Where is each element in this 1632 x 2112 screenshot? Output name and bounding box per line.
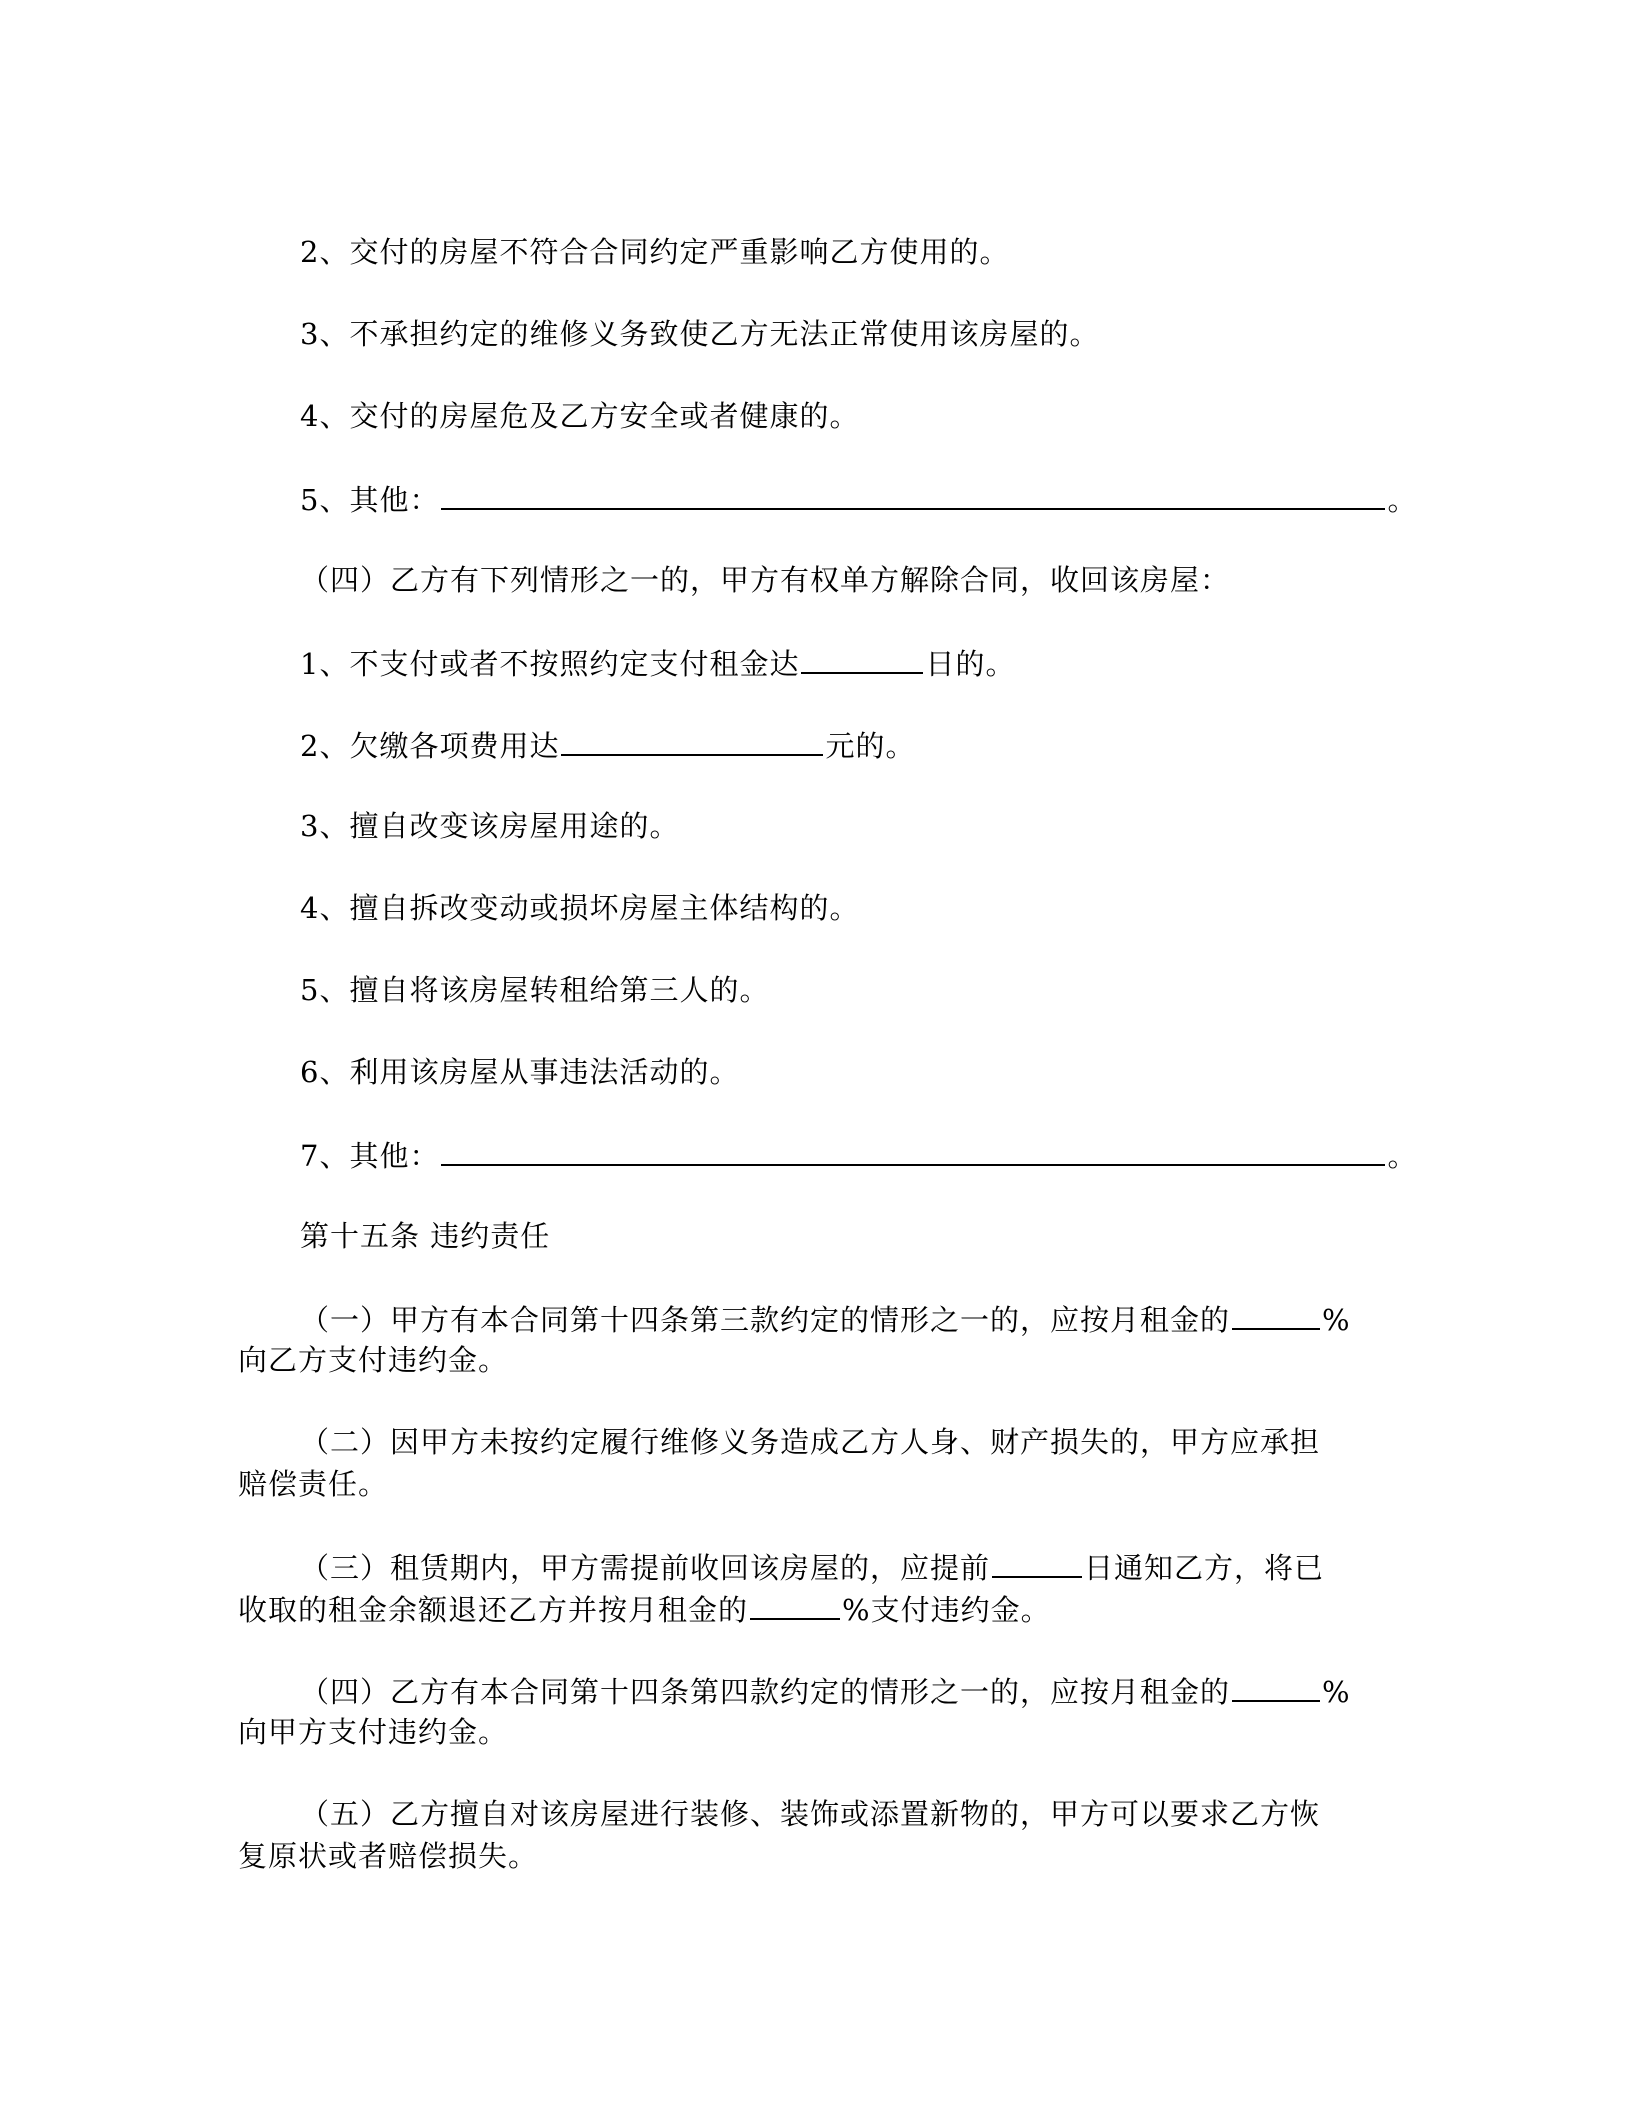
text: （四）乙方有本合同第十四条第四款约定的情形之一的，应按月租金的 [300, 1675, 1231, 1709]
clause-4-text [300, 396, 859, 436]
fill-blank [441, 478, 1385, 510]
penalty-1-line1 [300, 1298, 1351, 1340]
text: 元的。 [825, 729, 916, 763]
fill-blank [561, 724, 823, 756]
text: 2、交付的房屋不符合合同约定严重影响乙方使用的。 [300, 235, 1010, 269]
clause-3-text [300, 314, 1099, 354]
text: （四）乙方有下列情形之一的，甲方有权单方解除合同，收回该房屋： [300, 563, 1231, 597]
text: 日通知乙方，将已 [1084, 1551, 1325, 1585]
text: % [1322, 1675, 1351, 1709]
fill-blank [1232, 1298, 1320, 1330]
text: %支付违约金。 [842, 1593, 1051, 1627]
text: 。 [1387, 483, 1418, 517]
article-15-heading [300, 1216, 550, 1256]
penalty-4-line1 [300, 1670, 1351, 1712]
section-4-heading [300, 560, 1230, 600]
text: （三）租赁期内，甲方需提前收回该房屋的，应提前 [300, 1551, 991, 1585]
text: 复原状或者赔偿损失。 [238, 1839, 539, 1873]
text: % [1322, 1303, 1351, 1337]
fill-blank [1232, 1670, 1320, 1702]
item-7-other [300, 1134, 1417, 1176]
text: 第十五条 违约责任 [300, 1219, 551, 1253]
text: 1、不支付或者不按照约定支付租金达 [300, 647, 800, 681]
text: 3、擅自改变该房屋用途的。 [300, 809, 680, 843]
penalty-5-line1 [300, 1794, 1320, 1834]
text: （一）甲方有本合同第十四条第三款约定的情形之一的，应按月租金的 [300, 1303, 1231, 1337]
text: （二）因甲方未按约定履行维修义务造成乙方人身、财产损失的，甲方应承担 [300, 1425, 1321, 1459]
text: 6、利用该房屋从事违法活动的。 [300, 1055, 740, 1089]
clause-2-text [300, 232, 1009, 272]
clause-5-other [300, 478, 1417, 520]
item-3-text [300, 806, 679, 846]
text: 向甲方支付违约金。 [238, 1715, 509, 1749]
item-4-text [300, 888, 859, 928]
text: 收取的租金余额退还乙方并按月租金的 [238, 1593, 749, 1627]
text: 向乙方支付违约金。 [238, 1343, 509, 1377]
fill-blank [801, 642, 923, 674]
text: 5、擅自将该房屋转租给第三人的。 [300, 973, 770, 1007]
item-2-fees [300, 724, 915, 766]
penalty-3-line1 [300, 1546, 1324, 1588]
item-6-text [300, 1052, 739, 1092]
fill-blank [441, 1134, 1385, 1166]
item-5-text [300, 970, 769, 1010]
penalty-2-line2 [238, 1464, 388, 1504]
text: 3、不承担约定的维修义务致使乙方无法正常使用该房屋的。 [300, 317, 1100, 351]
text: 赔偿责任。 [238, 1467, 389, 1501]
text: 日的。 [925, 647, 1016, 681]
penalty-3-line2 [238, 1588, 1051, 1630]
text: 5、其他： [300, 483, 440, 517]
text: 7、其他： [300, 1139, 440, 1173]
text: 。 [1387, 1139, 1418, 1173]
penalty-5-line2 [238, 1836, 538, 1876]
item-1-rent [300, 642, 1015, 684]
penalty-1-line2 [238, 1340, 508, 1380]
text: （五）乙方擅自对该房屋进行装修、装饰或添置新物的，甲方可以要求乙方恢 [300, 1797, 1321, 1831]
text: 2、欠缴各项费用达 [300, 729, 560, 763]
penalty-4-line2 [238, 1712, 508, 1752]
penalty-2-line1 [300, 1422, 1320, 1462]
text: 4、擅自拆改变动或损坏房屋主体结构的。 [300, 891, 860, 925]
fill-blank [992, 1546, 1082, 1578]
text: 4、交付的房屋危及乙方安全或者健康的。 [300, 399, 860, 433]
fill-blank [750, 1588, 840, 1620]
